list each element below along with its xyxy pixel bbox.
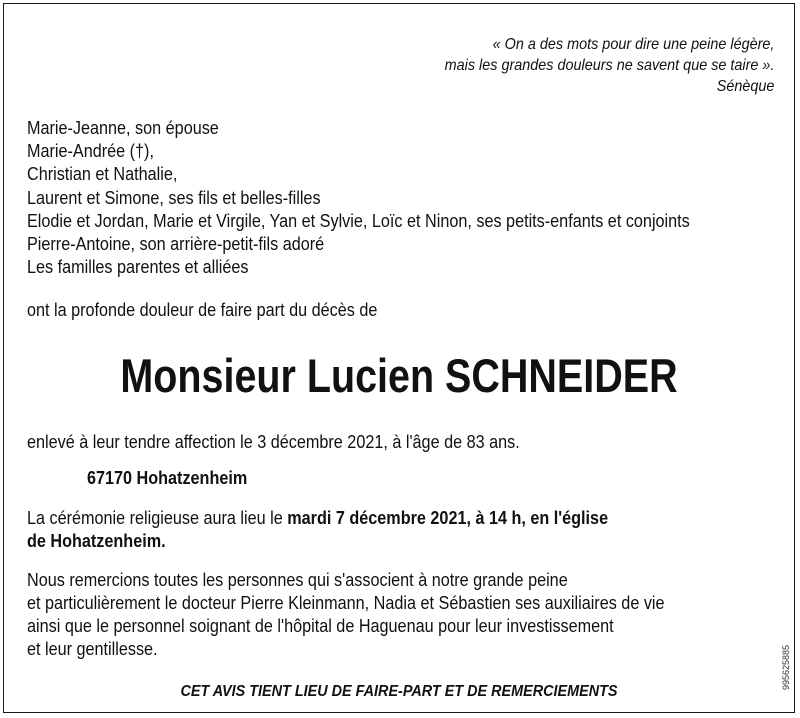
family-line: Les familles parentes et alliées: [27, 257, 249, 278]
family-line: Laurent et Simone, ses fils et belles-filles: [27, 187, 321, 208]
family-line: Marie-Jeanne, son épouse: [27, 118, 219, 138]
ceremony-place: de Hohatzenheim.: [27, 531, 166, 551]
epigraph-quote: [444, 34, 774, 97]
family-line: Christian et Nathalie,: [27, 164, 178, 185]
quote-author: Sénèque: [716, 78, 774, 95]
thanks-text: [27, 569, 665, 661]
ceremony-intro: La cérémonie religieuse aura lieu le: [27, 508, 288, 528]
ceremony-date: mardi 7 décembre 2021, à 14 h, en l'église: [287, 508, 609, 528]
notice-frame: [3, 3, 795, 713]
quote-line: mais les grandes douleurs ne savent que se taire ».: [444, 57, 774, 74]
family-line: Pierre-Antoine, son arrière-petit-fils adoré: [27, 234, 325, 255]
death-notice-text: enlevé à leur tendre affection le 3 décembre 2021, à l'âge de 83 ans.: [27, 432, 520, 452]
thanks-line: Nous remercions toutes les personnes qui s'associent à notre grande peine: [27, 570, 568, 590]
deceased-name: Monsieur Lucien SCHNEIDER: [120, 349, 678, 402]
thanks-line: ainsi que le personnel soignant de l'hôpital de Haguenau pour leur investissement: [27, 616, 614, 636]
thanks-line: et leur gentillesse.: [27, 639, 158, 659]
ceremony-text: [27, 507, 608, 553]
quote-line: « On a des mots pour dire une peine légère,: [492, 36, 774, 53]
announcement-text: ont la profonde douleur de faire part du décès de: [27, 300, 378, 320]
thanks-line: et particulièrement le docteur Pierre Kleinmann, Nadia et Sébastien ses auxiliaires de vie: [27, 593, 665, 613]
family-list: [27, 117, 690, 279]
location-text: 67170 Hohatzenheim: [87, 468, 248, 488]
family-line: Marie-Andrée (†),: [27, 141, 154, 162]
reference-code: 995625885: [781, 644, 791, 690]
family-line: Elodie et Jordan, Marie et Virgile, Yan et Sylvie, Loïc et Ninon, ses petits-enfants et conjoints: [27, 210, 690, 231]
footer-notice: CET AVIS TIENT LIEU DE FAIRE-PART ET DE REMERCIEMENTS: [180, 683, 618, 700]
